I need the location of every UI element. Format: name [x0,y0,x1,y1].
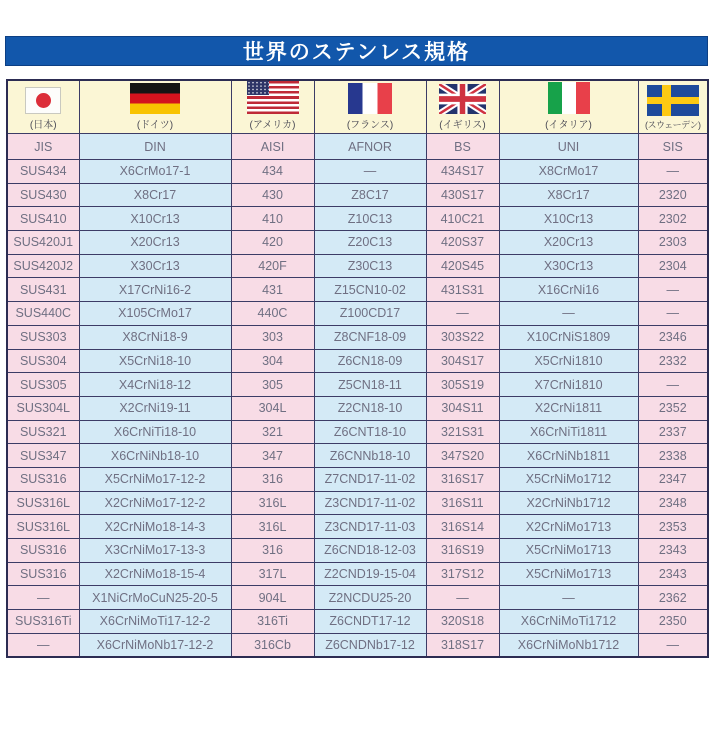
cell-afnor: Z8C17 [314,183,426,207]
cell-jis: SUS316 [7,539,79,563]
cell-din: X6CrMo17-1 [79,160,231,184]
cell-jis: SUS410 [7,207,79,231]
flag-italy-icon [548,82,590,114]
cell-uni: X5CrNiMo1712 [499,467,638,491]
country-header-se [638,80,708,134]
cell-uni: X8Cr17 [499,183,638,207]
cell-afnor: Z3CND17-11-02 [314,491,426,515]
table-row [7,610,708,634]
cell-sis: 2304 [638,254,708,278]
cell-bs: 303S22 [426,325,499,349]
cell-sis: 2337 [638,420,708,444]
cell-din: X6CrNiMoTi17-12-2 [79,610,231,634]
country-caption: (アメリカ) [249,120,296,131]
cell-din: X10Cr13 [79,207,231,231]
cell-aisi: 305 [231,373,314,397]
cell-uni: X2CrNiNb1712 [499,491,638,515]
cell-sis: — [638,160,708,184]
cell-aisi: 430 [231,183,314,207]
cell-jis: — [7,586,79,610]
cell-bs: 316S17 [426,467,499,491]
cell-aisi: 316Cb [231,633,314,657]
cell-afnor: Z2CND19-15-04 [314,562,426,586]
cell-aisi: 316 [231,539,314,563]
cell-aisi: 316L [231,491,314,515]
cell-sis: 2347 [638,467,708,491]
cell-jis: SUS434 [7,160,79,184]
cell-jis: SUS305 [7,373,79,397]
flag-usa-icon [247,81,299,114]
cell-bs: 305S19 [426,373,499,397]
page-title-banner [5,36,708,66]
cell-aisi: 347 [231,444,314,468]
flag-sweden-icon [647,85,699,116]
cell-jis: SUS316L [7,515,79,539]
cell-sis: — [638,373,708,397]
table-row [7,491,708,515]
cell-din: X17CrNi16-2 [79,278,231,302]
cell-aisi: 321 [231,420,314,444]
country-caption: (日本) [29,120,57,131]
cell-jis: SUS316Ti [7,610,79,634]
cell-jis: SUS420J1 [7,231,79,255]
cell-afnor: Z2CN18-10 [314,396,426,420]
cell-aisi: 410 [231,207,314,231]
cell-bs: 316S19 [426,539,499,563]
cell-uni: X5CrNiMo1713 [499,539,638,563]
cell-afnor: Z10C13 [314,207,426,231]
cell-sis: 2338 [638,444,708,468]
country-header-it [499,80,638,134]
cell-jis: SUS431 [7,278,79,302]
cell-sis: 2343 [638,562,708,586]
standard-header-bs: BS [426,134,499,160]
cell-uni: X5CrNi1810 [499,349,638,373]
cell-aisi: 420 [231,231,314,255]
cell-aisi: 431 [231,278,314,302]
country-header-gb [426,80,499,134]
cell-sis: 2352 [638,396,708,420]
cell-bs: 431S31 [426,278,499,302]
cell-din: X30Cr13 [79,254,231,278]
cell-sis: 2362 [638,586,708,610]
country-header-de [79,80,231,134]
country-header-us [231,80,314,134]
cell-afnor: Z6CNT18-10 [314,420,426,444]
country-header-jp [7,80,79,134]
cell-sis: — [638,633,708,657]
cell-uni: X20Cr13 [499,231,638,255]
cell-bs: 316S11 [426,491,499,515]
cell-afnor: Z6CNDT17-12 [314,610,426,634]
cell-bs: 410C21 [426,207,499,231]
cell-jis: SUS304 [7,349,79,373]
cell-jis: SUS420J2 [7,254,79,278]
cell-uni: X6CrNiNb1811 [499,444,638,468]
cell-jis: SUS430 [7,183,79,207]
cell-aisi: 316Ti [231,610,314,634]
cell-jis: SUS321 [7,420,79,444]
cell-sis: 2348 [638,491,708,515]
cell-bs: 318S17 [426,633,499,657]
table-row [7,325,708,349]
cell-din: X5CrNi18-10 [79,349,231,373]
cell-afnor: Z5CN18-11 [314,373,426,397]
cell-uni: X30Cr13 [499,254,638,278]
cell-aisi: 304L [231,396,314,420]
cell-uni: X10Cr13 [499,207,638,231]
standard-name-row [7,134,708,160]
cell-din: X8CrNi18-9 [79,325,231,349]
cell-bs: 320S18 [426,610,499,634]
cell-bs: 304S11 [426,396,499,420]
cell-aisi: 303 [231,325,314,349]
cell-sis: 2353 [638,515,708,539]
table-row [7,586,708,610]
flag-header-row [7,80,708,134]
cell-jis: SUS304L [7,396,79,420]
table-row [7,633,708,657]
cell-bs: — [426,586,499,610]
table-row [7,515,708,539]
table-row [7,207,708,231]
cell-aisi: 420F [231,254,314,278]
cell-aisi: 440C [231,302,314,326]
standard-header-uni: UNI [499,134,638,160]
cell-bs: 420S37 [426,231,499,255]
cell-din: X4CrNi18-12 [79,373,231,397]
cell-uni: X6CrNiMoNb1712 [499,633,638,657]
table-row [7,278,708,302]
cell-afnor: Z20C13 [314,231,426,255]
stainless-standards-table [6,79,709,658]
cell-jis: SUS316 [7,467,79,491]
cell-bs: 317S12 [426,562,499,586]
cell-aisi: 316 [231,467,314,491]
cell-aisi: 316L [231,515,314,539]
cell-din: X2CrNiMo18-14-3 [79,515,231,539]
cell-din: X2CrNi19-11 [79,396,231,420]
table-row [7,562,708,586]
cell-din: X6CrNiTi18-10 [79,420,231,444]
standard-header-jis: JIS [7,134,79,160]
cell-din: X3CrNiMo17-13-3 [79,539,231,563]
cell-din: X2CrNiMo18-15-4 [79,562,231,586]
cell-afnor: Z6CNNb18-10 [314,444,426,468]
cell-afnor: Z15CN10-02 [314,278,426,302]
cell-afnor: Z2NCDU25-20 [314,586,426,610]
cell-din: X6CrNiMoNb17-12-2 [79,633,231,657]
cell-bs: — [426,302,499,326]
cell-uni: X6CrNiTi1811 [499,420,638,444]
cell-jis: SUS347 [7,444,79,468]
table-row [7,183,708,207]
cell-sis: 2350 [638,610,708,634]
cell-uni: — [499,586,638,610]
cell-jis: SUS303 [7,325,79,349]
flag-japan-icon [25,87,61,114]
cell-din: X6CrNiNb18-10 [79,444,231,468]
country-caption: (ドイツ) [136,120,174,131]
standard-header-sis: SIS [638,134,708,160]
country-header-fr [314,80,426,134]
cell-bs: 420S45 [426,254,499,278]
cell-din: X5CrNiMo17-12-2 [79,467,231,491]
cell-jis: SUS316L [7,491,79,515]
standard-header-aisi: AISI [231,134,314,160]
table-row [7,373,708,397]
flag-france-icon [348,83,392,114]
cell-bs: 321S31 [426,420,499,444]
country-caption: (イタリア) [545,120,592,131]
cell-uni: X7CrNi1810 [499,373,638,397]
cell-uni: X10CrNiS1809 [499,325,638,349]
cell-uni: X2CrNiMo1713 [499,515,638,539]
cell-sis: 2320 [638,183,708,207]
cell-afnor: Z3CND17-11-03 [314,515,426,539]
cell-uni: — [499,302,638,326]
cell-uni: X6CrNiMoTi1712 [499,610,638,634]
cell-afnor: Z8CNF18-09 [314,325,426,349]
table-row [7,231,708,255]
cell-aisi: 434 [231,160,314,184]
cell-afnor: Z30C13 [314,254,426,278]
flag-uk-icon [439,84,486,114]
cell-uni: X2CrNi1811 [499,396,638,420]
cell-aisi: 317L [231,562,314,586]
country-caption: (スウェーデン) [645,120,701,130]
cell-uni: X5CrNiMo1713 [499,562,638,586]
cell-uni: X8CrMo17 [499,160,638,184]
country-caption: (イギリス) [439,120,486,131]
cell-bs: 434S17 [426,160,499,184]
table-row [7,254,708,278]
table-row [7,160,708,184]
cell-jis: SUS316 [7,562,79,586]
cell-sis: 2346 [638,325,708,349]
cell-bs: 304S17 [426,349,499,373]
table-row [7,539,708,563]
table-row [7,302,708,326]
country-caption: (フランス) [346,120,394,131]
page-title: 世界のステンレス規格 [242,41,471,64]
cell-aisi: 904L [231,586,314,610]
cell-sis: 2332 [638,349,708,373]
cell-bs: 430S17 [426,183,499,207]
standard-header-afnor: AFNOR [314,134,426,160]
standard-header-din: DIN [79,134,231,160]
cell-afnor: Z100CD17 [314,302,426,326]
flag-germany-icon [130,83,180,114]
cell-din: X2CrNiMo17-12-2 [79,491,231,515]
cell-jis: SUS440C [7,302,79,326]
cell-afnor: Z6CND18-12-03 [314,539,426,563]
cell-jis: — [7,633,79,657]
table-row [7,467,708,491]
table-row [7,444,708,468]
cell-aisi: 304 [231,349,314,373]
cell-din: X20Cr13 [79,231,231,255]
table-row [7,396,708,420]
cell-afnor: Z7CND17-11-02 [314,467,426,491]
cell-sis: 2343 [638,539,708,563]
cell-uni: X16CrNi16 [499,278,638,302]
cell-afnor: — [314,160,426,184]
table-row [7,420,708,444]
table-row [7,349,708,373]
cell-din: X105CrMo17 [79,302,231,326]
cell-afnor: Z6CN18-09 [314,349,426,373]
cell-sis: — [638,278,708,302]
cell-bs: 347S20 [426,444,499,468]
cell-sis: 2303 [638,231,708,255]
cell-sis: 2302 [638,207,708,231]
cell-bs: 316S14 [426,515,499,539]
cell-sis: — [638,302,708,326]
cell-afnor: Z6CNDNb17-12 [314,633,426,657]
cell-din: X1NiCrMoCuN25-20-5 [79,586,231,610]
cell-din: X8Cr17 [79,183,231,207]
